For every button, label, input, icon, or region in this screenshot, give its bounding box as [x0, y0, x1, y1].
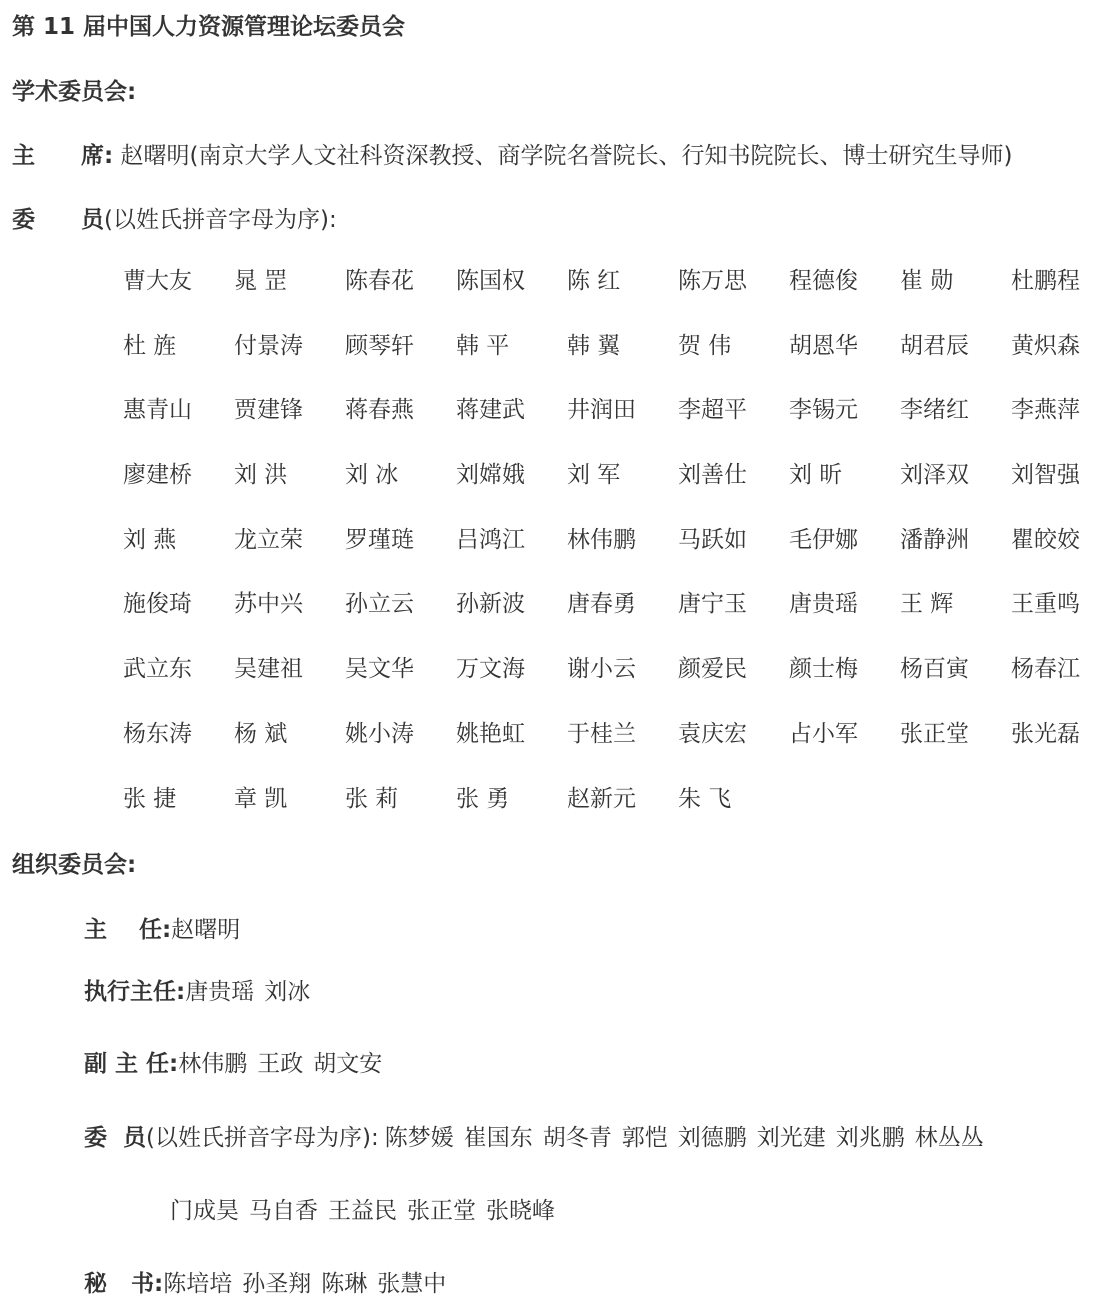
member-name: 施俊琦 [123, 591, 192, 618]
org-member-name: 张正堂 [407, 1198, 476, 1224]
member-name: 张 勇 [456, 785, 510, 812]
organizing-members-line1 [84, 1123, 1004, 1153]
organizing-exec [84, 977, 320, 1007]
member-name: 龙立荣 [234, 526, 303, 553]
member-name: 晁 罡 [234, 268, 288, 294]
member-name: 颜爱民 [678, 656, 747, 683]
member-row [123, 266, 1118, 331]
member-name: 付景涛 [234, 332, 303, 359]
member-name: 马跃如 [678, 526, 747, 553]
organizing-heading: 组织委员会: [12, 852, 137, 878]
member-row [123, 654, 1118, 719]
org-member-name: 陈梦媛 [384, 1125, 454, 1151]
member-name: 刘嫦娥 [456, 462, 525, 489]
director-label: 主 任: [84, 917, 172, 943]
member-name: 瞿皎姣 [1011, 526, 1080, 553]
org-member-name: 胡冬青 [542, 1125, 612, 1151]
chair-label-a: 主 [12, 143, 35, 169]
member-name: 苏中兴 [234, 591, 303, 618]
member-name: 刘 燕 [123, 526, 177, 553]
org-member-name: 郭恺 [621, 1125, 668, 1151]
org-members-note: (以姓氏拼音字母为序): [146, 1125, 379, 1151]
org-member-name: 林丛丛 [914, 1125, 984, 1151]
member-name: 陈 红 [567, 268, 621, 294]
org-member-name: 崔国东 [463, 1125, 533, 1151]
member-name: 谢小云 [567, 656, 636, 683]
member-name: 程德俊 [789, 268, 858, 294]
organizing-deputy [84, 1049, 392, 1079]
secretary-label: 秘 书: [84, 1271, 164, 1297]
member-name: 李绪红 [900, 397, 969, 424]
members-label-b: 员 [81, 207, 104, 233]
member-name: 韩 翼 [567, 332, 621, 359]
members-label-a: 委 [12, 207, 35, 233]
org-member-name: 刘德鹏 [677, 1125, 747, 1151]
member-name: 陈春花 [345, 268, 414, 294]
org-member-name: 刘兆鹏 [835, 1125, 905, 1151]
member-name: 蒋春燕 [345, 397, 414, 424]
org-member-name: 刘光建 [756, 1125, 826, 1151]
member-name: 刘泽双 [900, 462, 969, 489]
member-name: 贾建锋 [234, 397, 303, 424]
director-value: 赵曙明 [171, 917, 241, 943]
academic-members-label [12, 205, 337, 235]
secretary-value-2: 陈琳 [321, 1271, 368, 1297]
member-name: 张光磊 [1011, 720, 1080, 747]
member-name: 李燕萍 [1011, 397, 1080, 424]
member-name: 吴建祖 [234, 656, 303, 683]
member-name: 刘智强 [1011, 462, 1080, 489]
member-name: 朱 飞 [678, 785, 732, 812]
member-name: 万文海 [456, 656, 525, 683]
member-name: 杨春江 [1011, 656, 1080, 683]
exec-label: 执行主任: [84, 979, 186, 1005]
member-name: 于桂兰 [567, 720, 636, 747]
deputy-value-2: 胡文安 [313, 1051, 383, 1077]
organizing-members-line2 [170, 1196, 575, 1226]
exec-value-1: 刘冰 [264, 979, 311, 1005]
deputy-value-1: 王政 [257, 1051, 304, 1077]
organizing-secretary [84, 1269, 456, 1299]
member-name: 章 凯 [234, 785, 288, 812]
member-row [123, 525, 1118, 590]
org-member-name: 马自香 [249, 1198, 318, 1224]
member-name: 杨百寅 [900, 656, 969, 683]
member-name: 曹大友 [123, 268, 192, 294]
deputy-value-0: 林伟鹏 [178, 1051, 248, 1077]
exec-value-0: 唐贵瑶 [185, 979, 255, 1005]
member-name: 张 捷 [123, 785, 177, 812]
member-name: 刘 昕 [789, 462, 843, 489]
member-name: 潘静洲 [900, 526, 969, 553]
member-name: 颜士梅 [789, 656, 858, 683]
member-name: 刘 军 [567, 462, 621, 489]
secretary-value-1: 孙圣翔 [242, 1271, 312, 1297]
member-name: 韩 平 [456, 332, 510, 359]
member-name: 陈国权 [456, 268, 525, 294]
member-name: 胡恩华 [789, 332, 858, 359]
member-name: 井润田 [567, 397, 636, 424]
member-name: 李锡元 [789, 397, 858, 424]
member-name: 罗瑾琏 [345, 526, 414, 553]
member-name: 崔 勋 [900, 268, 954, 294]
member-name: 胡君辰 [900, 332, 969, 359]
chair-label-b: 席: [81, 143, 114, 169]
member-name: 顾琴轩 [345, 332, 414, 359]
member-name: 赵新元 [567, 785, 636, 812]
member-row [123, 331, 1118, 396]
secretary-value-3: 张慧中 [377, 1271, 447, 1297]
member-row [123, 719, 1118, 784]
member-name: 王重鸣 [1011, 591, 1080, 618]
secretary-value-0: 陈培培 [163, 1271, 233, 1297]
member-row [123, 589, 1118, 654]
member-name: 占小军 [789, 720, 858, 747]
member-name: 武立东 [123, 656, 192, 683]
member-name: 吴文华 [345, 656, 414, 683]
member-name: 刘善仕 [678, 462, 747, 489]
member-name: 吕鸿江 [456, 526, 525, 553]
member-name: 孙新波 [456, 591, 525, 618]
member-row [123, 460, 1118, 525]
member-name: 王 辉 [900, 591, 954, 618]
member-name: 张正堂 [900, 720, 969, 747]
org-member-name: 张晓峰 [486, 1198, 555, 1224]
member-name: 杜鹏程 [1011, 268, 1080, 294]
organizing-director [84, 915, 240, 945]
member-name: 杨东涛 [123, 720, 192, 747]
member-name: 杜 旌 [123, 332, 177, 359]
member-name: 唐春勇 [567, 591, 636, 618]
org-members-label: 委 员 [84, 1125, 147, 1151]
member-name: 陈万思 [678, 268, 747, 294]
member-name: 廖建桥 [123, 462, 192, 489]
member-name: 刘 洪 [234, 462, 288, 489]
members-note: (以姓氏拼音字母为序): [104, 207, 337, 233]
member-name: 李超平 [678, 397, 747, 424]
member-name: 贺 伟 [678, 332, 732, 359]
member-name: 袁庆宏 [678, 720, 747, 747]
member-name: 唐贵瑶 [789, 591, 858, 618]
member-row [123, 784, 1118, 849]
org-member-name: 王益民 [328, 1198, 397, 1224]
member-name: 姚小涛 [345, 720, 414, 747]
member-row [123, 395, 1118, 460]
chair-value: 赵曙明(南京大学人文社科资深教授、商学院名誉院长、行知书院院长、博士研究生导师) [120, 143, 1013, 169]
academic-members-grid [123, 266, 1118, 848]
member-name: 惠青山 [123, 397, 192, 424]
member-name: 孙立云 [345, 591, 414, 618]
member-name: 毛伊娜 [789, 526, 858, 553]
document-title: 第 11 届中国人力资源管理论坛委员会 [12, 14, 406, 40]
member-name: 唐宁玉 [678, 591, 747, 618]
member-name: 刘 冰 [345, 462, 399, 489]
deputy-label: 副 主 任: [84, 1051, 179, 1077]
member-name: 蒋建武 [456, 397, 525, 424]
member-name: 姚艳虹 [456, 720, 525, 747]
member-name: 杨 斌 [234, 720, 288, 747]
academic-chair [12, 141, 1012, 171]
member-name: 黄炽森 [1011, 332, 1080, 359]
member-name: 林伟鹏 [567, 526, 636, 553]
member-name: 张 莉 [345, 785, 399, 812]
org-member-name: 门成昊 [170, 1198, 239, 1224]
academic-heading: 学术委员会: [12, 79, 137, 105]
